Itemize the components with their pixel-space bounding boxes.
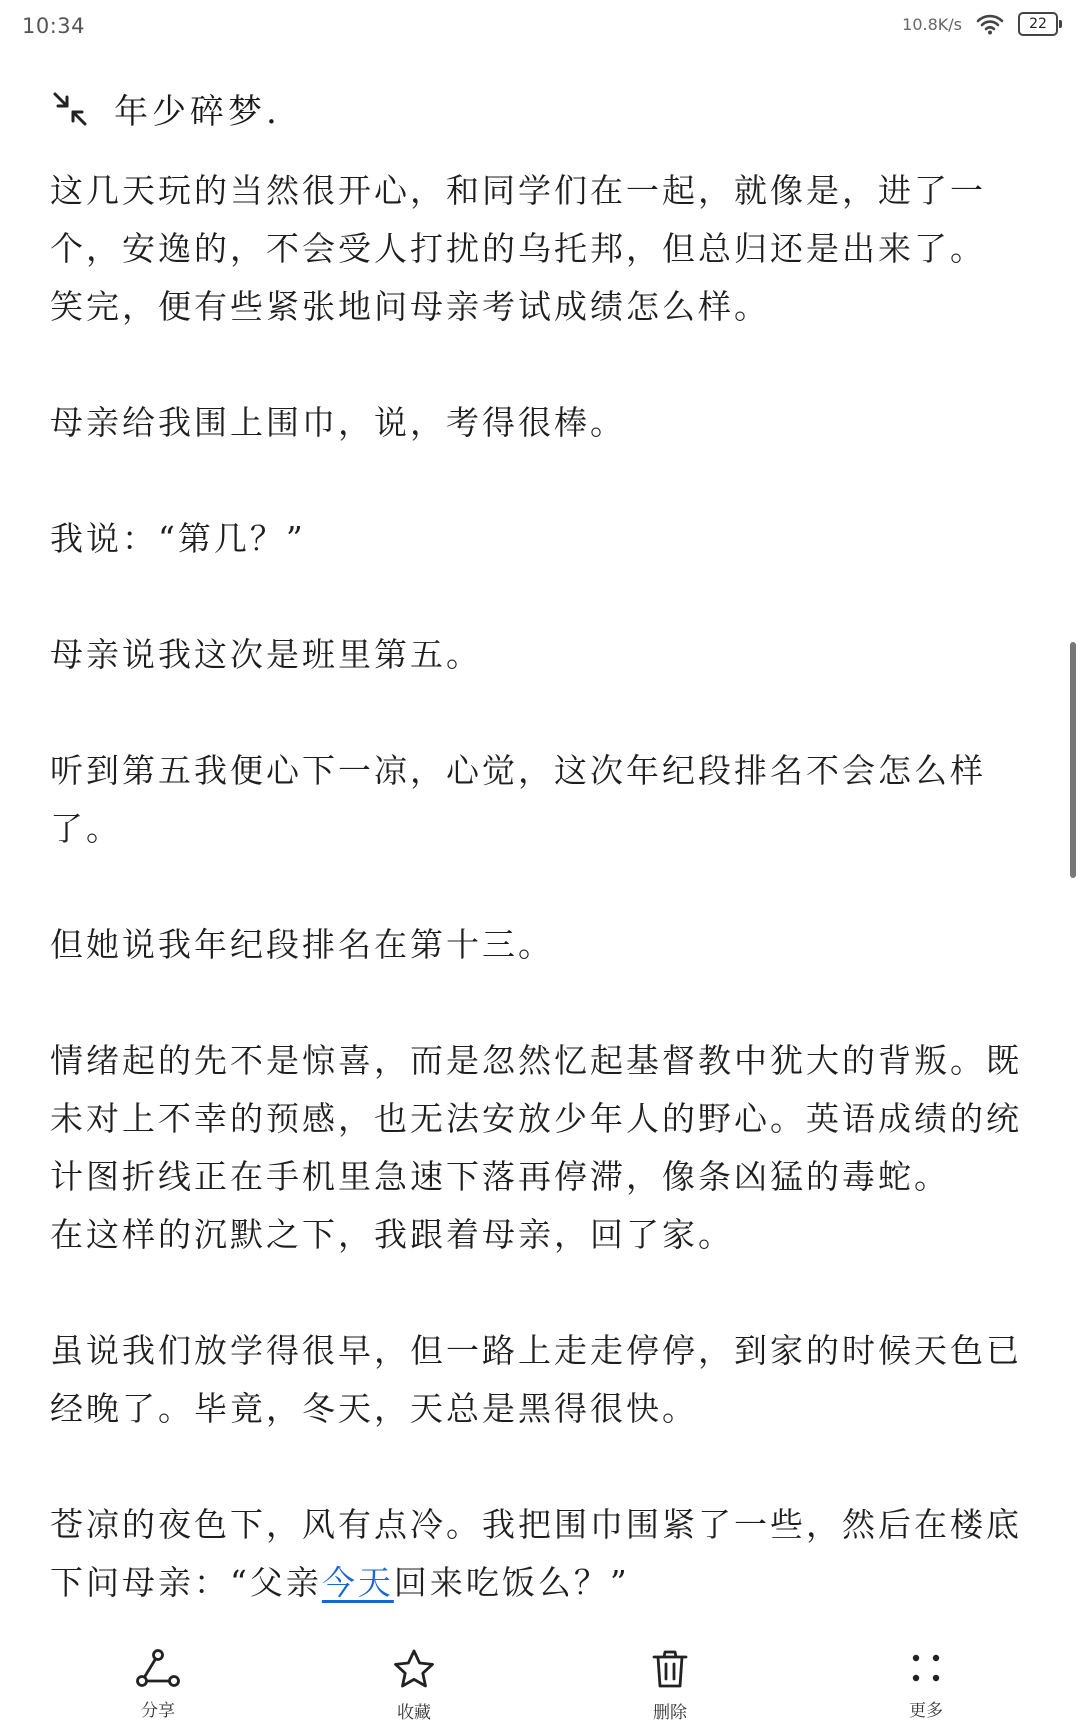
status-time: 10:34 — [22, 14, 86, 38]
bottom-toolbar — [0, 1628, 1080, 1728]
network-speed: 10.8K/s — [902, 14, 962, 34]
note-header — [52, 84, 281, 133]
more-label: 更多 — [909, 1701, 943, 1721]
paragraph — [50, 394, 1035, 452]
collapse-icon[interactable] — [52, 91, 88, 127]
scrollbar-thumb[interactable] — [1070, 642, 1076, 878]
paragraph — [50, 916, 1035, 974]
share-label: 分享 — [141, 1701, 175, 1721]
delete-label: 删除 — [653, 1703, 687, 1723]
paragraph — [50, 1322, 1035, 1438]
paragraph — [50, 1032, 1035, 1264]
text-line: 在这样的沉默之下，我跟着母亲，回了家。 — [50, 1215, 734, 1254]
paragraph — [50, 510, 1035, 568]
favorite-label: 收藏 — [397, 1703, 431, 1723]
text-line: 母亲说我这次是班里第五。 — [50, 635, 482, 674]
paragraph — [50, 626, 1035, 684]
text-line: 这几天玩的当然很开心，和同学们在一起，就像是，进了一 — [50, 171, 986, 210]
battery-icon — [1018, 12, 1058, 36]
date-link[interactable]: 今天 — [321, 1563, 394, 1602]
paragraph — [50, 742, 1035, 858]
text-line: 苍凉的夜色下，风有点冷。我把围巾围紧了一些，然后在楼底 — [50, 1505, 1022, 1544]
text-line: 我说：“第几？” — [50, 519, 306, 558]
star-icon — [392, 1648, 436, 1690]
text-line: 情绪起的先不是惊喜，而是忽然忆起基督教中犹大的背叛。既 — [50, 1041, 1022, 1080]
text-line: 但她说我年纪段排名在第十三。 — [50, 925, 554, 964]
delete-button[interactable] — [610, 1648, 730, 1723]
text-line: 经晚了。毕竟，冬天，天总是黑得很快。 — [50, 1389, 698, 1428]
text-line: 母亲给我围上围巾，说，考得很棒。 — [50, 403, 626, 442]
text-line: 了。 — [50, 809, 122, 848]
more-button[interactable] — [866, 1648, 986, 1721]
note-content[interactable] — [50, 162, 1035, 1670]
text-segment: 下问母亲：“父亲 — [50, 1563, 322, 1602]
share-icon — [136, 1648, 180, 1688]
trash-icon — [650, 1648, 690, 1690]
more-icon — [906, 1648, 946, 1688]
note-title: 年少碎梦. — [114, 92, 281, 132]
text-line: 听到第五我便心下一凉，心觉，这次年纪段排名不会怎么样 — [50, 751, 986, 790]
battery-level: 22 — [1029, 16, 1047, 32]
text-segment: 回来吃饭么？” — [393, 1563, 630, 1602]
text-line: 计图折线正在手机里急速下落再停滞，像条凶猛的毒蛇。 — [50, 1157, 950, 1196]
text-line: 个，安逸的，不会受人打扰的乌托邦，但总归还是出来了。 — [50, 229, 986, 268]
status-indicators — [902, 12, 1058, 36]
status-bar — [0, 0, 1080, 56]
share-button[interactable] — [98, 1648, 218, 1721]
wifi-icon — [976, 13, 1004, 35]
text-line: 笑完，便有些紧张地问母亲考试成绩怎么样。 — [50, 287, 770, 326]
text-line: 虽说我们放学得很早，但一路上走走停停，到家的时候天色已 — [50, 1331, 1022, 1370]
paragraph — [50, 1496, 1035, 1612]
paragraph — [50, 162, 1035, 336]
text-line — [50, 1554, 1035, 1612]
text-line: 未对上不幸的预感，也无法安放少年人的野心。英语成绩的统 — [50, 1099, 1022, 1138]
favorite-button[interactable] — [354, 1648, 474, 1723]
